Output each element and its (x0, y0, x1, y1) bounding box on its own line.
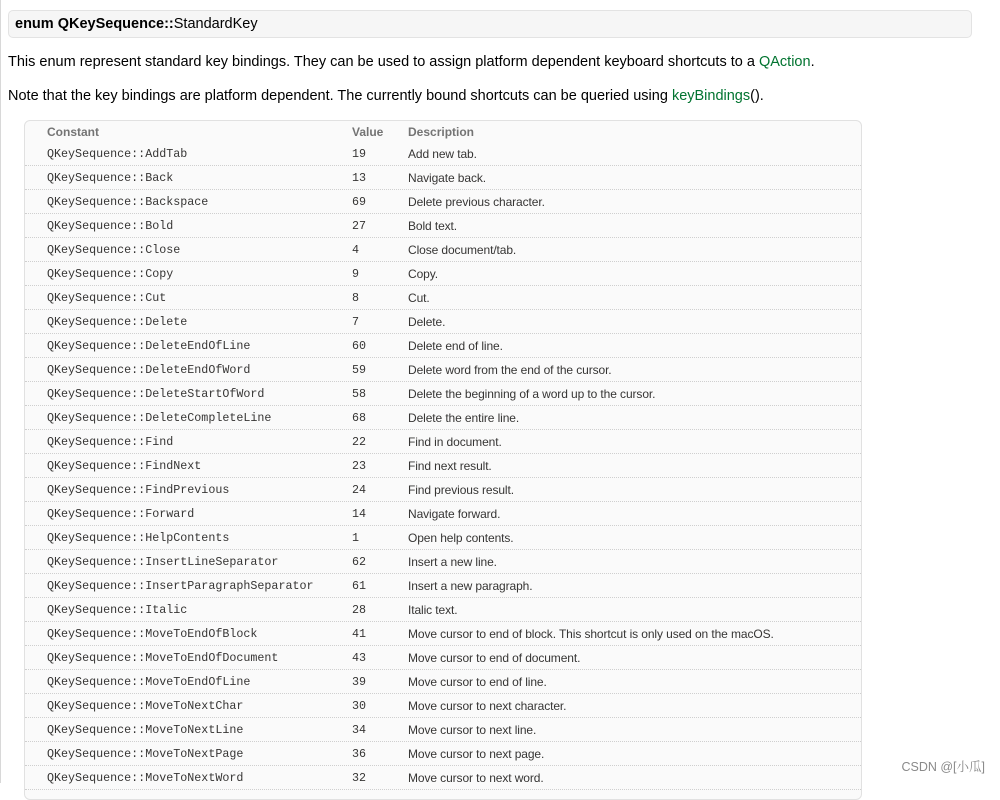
value-cell: 4 (352, 243, 360, 257)
table-row (25, 358, 861, 382)
column-header-constant: Constant (47, 125, 99, 139)
table-row (25, 694, 861, 718)
value-cell: 32 (352, 771, 367, 785)
csdn-watermark: CSDN @[小瓜] (901, 760, 985, 774)
value-cell: 8 (352, 291, 360, 305)
table-row (25, 502, 861, 526)
constant-cell: QKeySequence::AddTab (47, 147, 188, 161)
constant-cell: QKeySequence::MoveToEndOfDocument (47, 651, 279, 665)
value-cell: 28 (352, 603, 367, 617)
standard-key-table (24, 120, 862, 800)
constant-cell: QKeySequence::MoveToNextPage (47, 747, 244, 761)
note-suffix: (). (750, 88, 764, 104)
value-cell: 69 (352, 195, 367, 209)
table-row (25, 310, 861, 334)
description-cell: Move cursor to next line. (408, 723, 537, 737)
value-cell: 61 (352, 579, 367, 593)
constant-cell: QKeySequence::InsertLineSeparator (47, 555, 279, 569)
intro-paragraph (8, 53, 815, 71)
value-cell: 60 (352, 339, 367, 353)
table-row (25, 430, 861, 454)
table-row (25, 526, 861, 550)
note-text: Note that the key bindings are platform dependent. The currently bound shortcuts can be queried using (8, 88, 672, 104)
table-row (25, 190, 861, 214)
value-cell: 24 (352, 483, 367, 497)
table-row (25, 454, 861, 478)
value-cell: 30 (352, 699, 367, 713)
table-row (25, 550, 861, 574)
table-row (25, 382, 861, 406)
enum-name: StandardKey (173, 16, 258, 32)
description-cell: Delete the beginning of a word up to the cursor. (408, 387, 656, 401)
column-header-description: Description (408, 125, 475, 139)
description-cell: Add new tab. (408, 147, 477, 161)
description-cell: Delete. (408, 315, 446, 329)
constant-cell: QKeySequence::Copy (47, 267, 174, 281)
value-cell: 22 (352, 435, 367, 449)
intro-suffix: . (810, 54, 815, 70)
description-cell: Bold text. (408, 219, 458, 233)
table-row (25, 670, 861, 694)
constant-cell: QKeySequence::Back (47, 171, 174, 185)
value-cell: 23 (352, 459, 367, 473)
constant-cell: QKeySequence::DeleteStartOfWord (47, 387, 265, 401)
description-cell: Insert a new line. (408, 555, 497, 569)
description-cell: Move cursor to next character. (408, 699, 567, 713)
constant-cell: QKeySequence::FindNext (47, 459, 202, 473)
table-row (25, 142, 861, 166)
constant-cell: QKeySequence::MoveToNextWord (47, 771, 244, 785)
description-cell: Find previous result. (408, 483, 514, 497)
description-cell: Delete word from the end of the cursor. (408, 363, 612, 377)
column-header-value: Value (352, 125, 384, 139)
constant-cell: QKeySequence::MoveToEndOfLine (47, 675, 251, 689)
table-row (25, 286, 861, 310)
constant-cell: QKeySequence::MoveToEndOfBlock (47, 627, 258, 641)
description-cell: Move cursor to next page. (408, 747, 545, 761)
value-cell: 36 (352, 747, 367, 761)
table-row (25, 646, 861, 670)
description-cell: Find in document. (408, 435, 502, 449)
table-row (25, 214, 861, 238)
table-row (25, 598, 861, 622)
constant-cell: QKeySequence::InsertParagraphSeparator (47, 579, 314, 593)
description-cell: Navigate back. (408, 171, 486, 185)
table-row (25, 766, 861, 790)
table-row (25, 262, 861, 286)
value-cell: 58 (352, 387, 367, 401)
constant-cell: QKeySequence::HelpContents (47, 531, 230, 545)
table-row (25, 238, 861, 262)
description-cell: Cut. (408, 291, 430, 305)
intro-text: This enum represent standard key bindings. They can be used to assign platform dependent keyboard shortcuts to a (8, 54, 759, 70)
constant-cell: QKeySequence::Cut (47, 291, 167, 305)
description-cell: Navigate forward. (408, 507, 501, 521)
constant-cell: QKeySequence::Find (47, 435, 174, 449)
constant-cell: QKeySequence::MoveToNextLine (47, 723, 244, 737)
constant-cell: QKeySequence::Delete (47, 315, 188, 329)
table-row (25, 622, 861, 646)
value-cell: 13 (352, 171, 367, 185)
description-cell: Close document/tab. (408, 243, 517, 257)
constant-cell: QKeySequence::Bold (47, 219, 174, 233)
value-cell: 14 (352, 507, 367, 521)
value-cell: 19 (352, 147, 367, 161)
value-cell: 1 (352, 531, 360, 545)
value-cell: 43 (352, 651, 367, 665)
keybindings-link[interactable]: keyBindings (671, 88, 751, 104)
value-cell: 62 (352, 555, 367, 569)
value-cell: 59 (352, 363, 367, 377)
value-cell: 39 (352, 675, 367, 689)
table-row (25, 718, 861, 742)
constant-cell: QKeySequence::Forward (47, 507, 195, 521)
description-cell: Delete previous character. (408, 195, 545, 209)
constant-cell: QKeySequence::Italic (47, 603, 188, 617)
constant-cell: QKeySequence::DeleteEndOfLine (47, 339, 251, 353)
value-cell: 34 (352, 723, 367, 737)
constant-cell: QKeySequence::MoveToNextChar (47, 699, 244, 713)
description-cell: Insert a new paragraph. (408, 579, 533, 593)
value-cell: 7 (352, 315, 360, 329)
description-cell: Italic text. (408, 603, 458, 617)
page-left-border (0, 0, 1, 783)
constant-cell: QKeySequence::Backspace (47, 195, 209, 209)
description-cell: Move cursor to end of line. (408, 675, 547, 689)
table-row (25, 574, 861, 598)
value-cell: 27 (352, 219, 367, 233)
description-cell: Move cursor to end of block. This shortcut is only used on the macOS. (408, 627, 774, 641)
constant-cell: QKeySequence::DeleteCompleteLine (47, 411, 272, 425)
constant-cell: QKeySequence::DeleteEndOfWord (47, 363, 251, 377)
description-cell: Find next result. (408, 459, 492, 473)
table-row (25, 166, 861, 190)
description-cell: Move cursor to next word. (408, 771, 544, 785)
description-cell: Open help contents. (408, 531, 514, 545)
table-row (25, 406, 861, 430)
table-row (25, 742, 861, 766)
value-cell: 68 (352, 411, 367, 425)
constant-cell: QKeySequence::FindPrevious (47, 483, 230, 497)
note-paragraph (8, 87, 764, 105)
value-cell: 41 (352, 627, 367, 641)
description-cell: Delete the entire line. (408, 411, 520, 425)
qaction-link[interactable]: QAction (758, 54, 811, 70)
description-cell: Copy. (408, 267, 438, 281)
enum-keyword: enum QKeySequence:: (15, 16, 174, 32)
description-cell: Move cursor to end of document. (408, 651, 581, 665)
constant-cell: QKeySequence::Close (47, 243, 181, 257)
table-row (25, 334, 861, 358)
table-row (25, 478, 861, 502)
description-cell: Delete end of line. (408, 339, 503, 353)
value-cell: 9 (352, 267, 360, 281)
enum-title (8, 10, 972, 38)
